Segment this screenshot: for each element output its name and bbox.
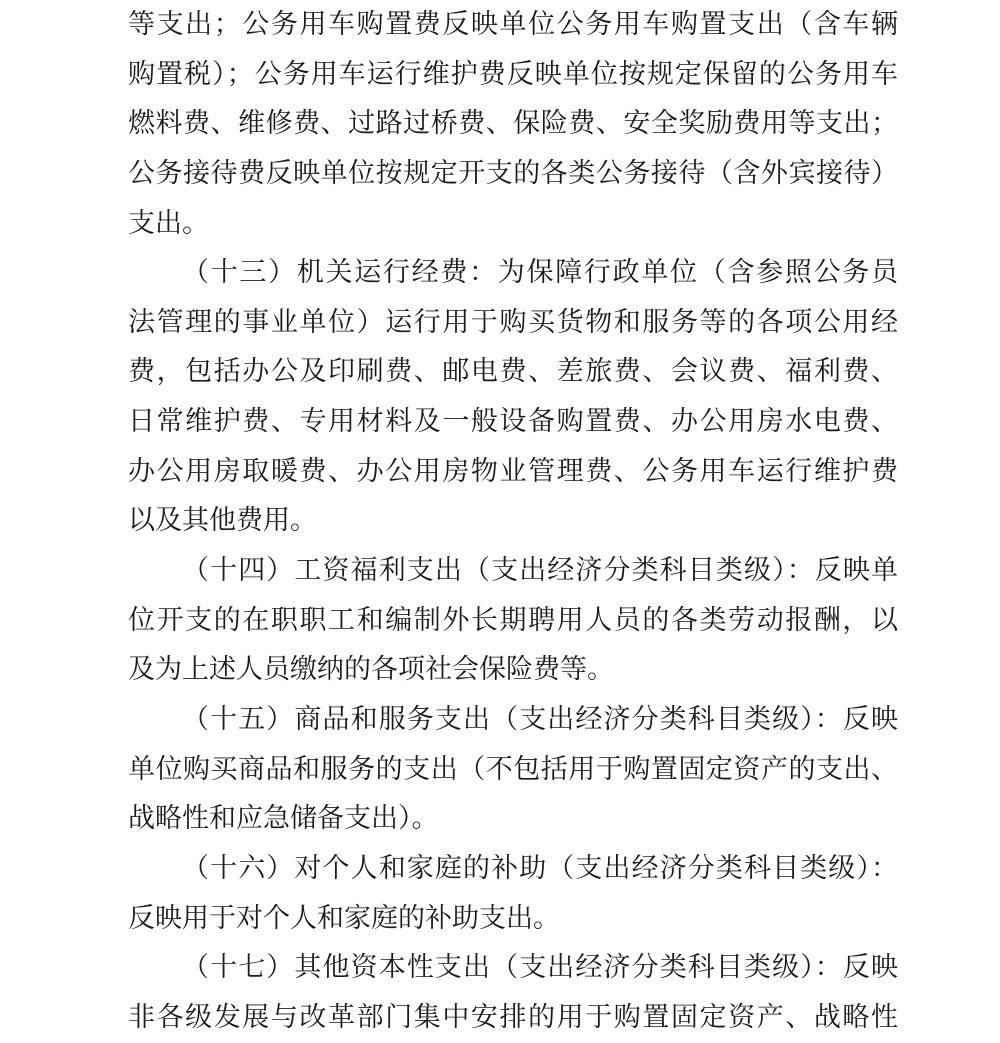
text-line: 支出。 xyxy=(128,207,209,238)
paragraph-item-16 xyxy=(128,844,898,943)
paragraph-item-15 xyxy=(128,695,898,844)
text-line: 费，包括办公及印刷费、邮电费、差旅费、会议费、福利费、 xyxy=(128,356,898,387)
text-line: 公务接待费反映单位按规定开支的各类公务接待（含外宾接待） xyxy=(128,157,898,188)
text-line: 日常维护费、专用材料及一般设备购置费、办公用房水电费、 xyxy=(128,406,898,437)
text-line: 法管理的事业单位）运行用于购买货物和服务等的各项公用经 xyxy=(128,306,898,337)
text-line: （十三）机关运行经费：为保障行政单位（含参照公务员 xyxy=(182,257,898,288)
text-line: 及为上述人员缴纳的各项社会保险费等。 xyxy=(128,654,614,685)
paragraph-item-17 xyxy=(128,943,898,1042)
text-line: （十七）其他资本性支出（支出经济分类科目类级）：反映 xyxy=(182,952,898,983)
text-line: 等支出；公务用车购置费反映单位公务用车购置支出（含车辆 xyxy=(128,9,898,39)
text-line: （十六）对个人和家庭的补助（支出经济分类科目类级）： xyxy=(182,852,898,883)
text-line: 战略性和应急储备支出）。 xyxy=(128,803,439,834)
text-line: 购置税）；公务用车运行维护费反映单位按规定保留的公务用车 xyxy=(128,58,898,89)
text-line: 办公用房取暖费、办公用房物业管理费、公务用车运行维护费 xyxy=(128,455,898,486)
text-line: 非各级发展与改革部门集中安排的用于购置固定资产、战略性 xyxy=(128,1001,898,1032)
text-line: 单位购买商品和服务的支出（不包括用于购置固定资产的支出、 xyxy=(128,753,898,784)
text-line: （十五）商品和服务支出（支出经济分类科目类级）：反映 xyxy=(182,703,898,734)
text-line: 反映用于对个人和家庭的补助支出。 xyxy=(128,902,560,933)
text-line: 燃料费、维修费、过路过桥费、保险费、安全奖励费用等支出； xyxy=(128,108,898,139)
paragraph-item-14 xyxy=(128,546,898,695)
text-line: （十四）工资福利支出（支出经济分类科目类级）：反映单 xyxy=(182,555,898,586)
paragraph-continuation-paragraph xyxy=(128,0,898,248)
paragraph-item-13 xyxy=(128,248,898,546)
document-text-block xyxy=(128,0,898,1042)
text-line: 以及其他费用。 xyxy=(128,505,317,536)
text-line: 位开支的在职职工和编制外长期聘用人员的各类劳动报酬，以 xyxy=(128,604,898,635)
